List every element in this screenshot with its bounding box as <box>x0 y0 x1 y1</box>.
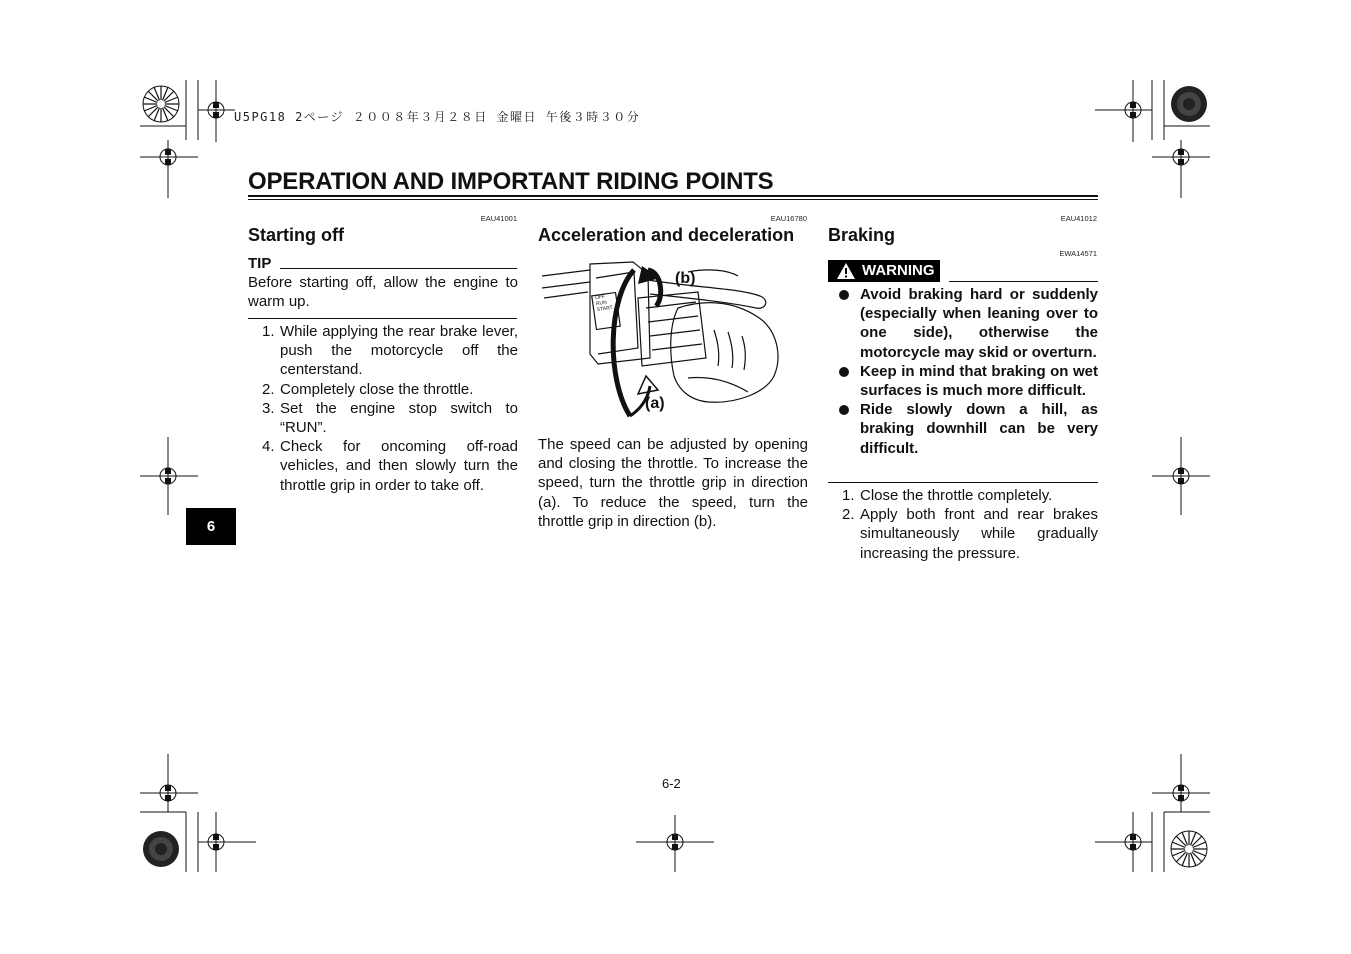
throttle-illustration <box>538 258 808 428</box>
registration-target-bottom-right <box>1169 829 1209 869</box>
section-tab: 6 <box>186 508 236 545</box>
figure-label-b: (b) <box>675 270 696 287</box>
bullet-icon <box>839 405 849 415</box>
step-number: 1. <box>842 487 855 504</box>
page-number: 6-2 <box>662 776 681 791</box>
list-item <box>828 400 1098 458</box>
step-number: 1. <box>262 323 275 340</box>
page-title: OPERATION AND IMPORTANT RIDING POINTS <box>248 168 774 195</box>
step-number: 4. <box>262 438 275 456</box>
switch-labels <box>595 293 613 313</box>
registration-target-top-left <box>141 84 181 124</box>
step-text: Set the engine stop switch to “RUN”. <box>280 399 518 437</box>
list-item <box>248 399 518 437</box>
tip-label: TIP <box>248 255 272 272</box>
figure-label-a: (a) <box>645 395 665 412</box>
warning-rule <box>949 281 1098 282</box>
list-item <box>248 437 518 495</box>
step-text: Close the throttle completely. <box>860 487 1053 504</box>
bullet-icon <box>839 367 849 377</box>
list-item <box>828 486 1098 505</box>
list-item <box>248 322 518 380</box>
switch-label: OFF <box>594 293 606 302</box>
section-code: EAU41012 <box>1060 214 1097 223</box>
step-text: While applying the rear brake lever, push the motorcycle off the centerstand. <box>280 323 518 379</box>
tip-end-rule <box>248 318 517 319</box>
acceleration-paragraph: The speed can be adjusted by opening and closing the throttle. To increase the speed, turn the throttle grip in direction (a). To reduce the speed, turn the throttle grip in direction (b). <box>538 436 808 530</box>
warning-badge <box>828 260 940 282</box>
section-heading-braking: Braking <box>828 225 896 245</box>
section-heading-acceleration: Acceleration and deceleration <box>538 225 795 245</box>
switch-label: START <box>596 304 614 314</box>
braking-steps <box>828 486 1098 563</box>
warning-list <box>828 285 1098 458</box>
step-text: Apply both front and rear brakes simultaneously while gradually increasing the pressure. <box>860 506 1098 562</box>
step-number: 2. <box>262 380 275 398</box>
step-text: Completely close the throttle. <box>280 380 474 398</box>
list-item <box>828 505 1098 563</box>
tip-text: Before starting off, allow the engine to warm up. <box>248 274 518 311</box>
section-code: EAU16780 <box>770 214 807 223</box>
switch-label: RUN <box>595 299 608 308</box>
registration-target-bottom-left <box>141 829 181 869</box>
step-number: 2. <box>842 506 855 524</box>
warning-label: WARNING <box>862 262 935 279</box>
print-header: U5PG18 2ページ ２００８年３月２８日 金曜日 午後３時３０分 <box>234 110 641 124</box>
tip-rule <box>280 268 517 269</box>
list-item <box>248 380 518 399</box>
step-number: 3. <box>262 399 275 417</box>
list-item <box>828 285 1098 362</box>
title-rule-thin <box>248 199 1098 200</box>
title-rule <box>248 195 1098 197</box>
warning-code: EWA14571 <box>1059 249 1097 258</box>
list-item <box>828 362 1098 400</box>
warning-text: Avoid braking hard or suddenly (especially when leaning over to one side), otherwise the motorcycle may skid or overturn. <box>860 286 1098 361</box>
warning-end-rule <box>828 482 1098 483</box>
warning-triangle-icon <box>836 262 856 280</box>
starting-steps <box>248 322 518 495</box>
registration-target-top-right <box>1169 84 1209 124</box>
warning-text: Ride slowly down a hill, as braking downhill can be very difficult. <box>860 401 1098 457</box>
step-text: Check for oncoming off-road vehicles, and then slowly turn the throttle grip in order to take off. <box>280 438 518 494</box>
warning-text: Keep in mind that braking on wet surfaces is much more difficult. <box>860 362 1098 400</box>
section-code: EAU41001 <box>480 214 517 223</box>
bullet-icon <box>839 290 849 300</box>
section-heading-starting-off: Starting off <box>248 225 344 245</box>
